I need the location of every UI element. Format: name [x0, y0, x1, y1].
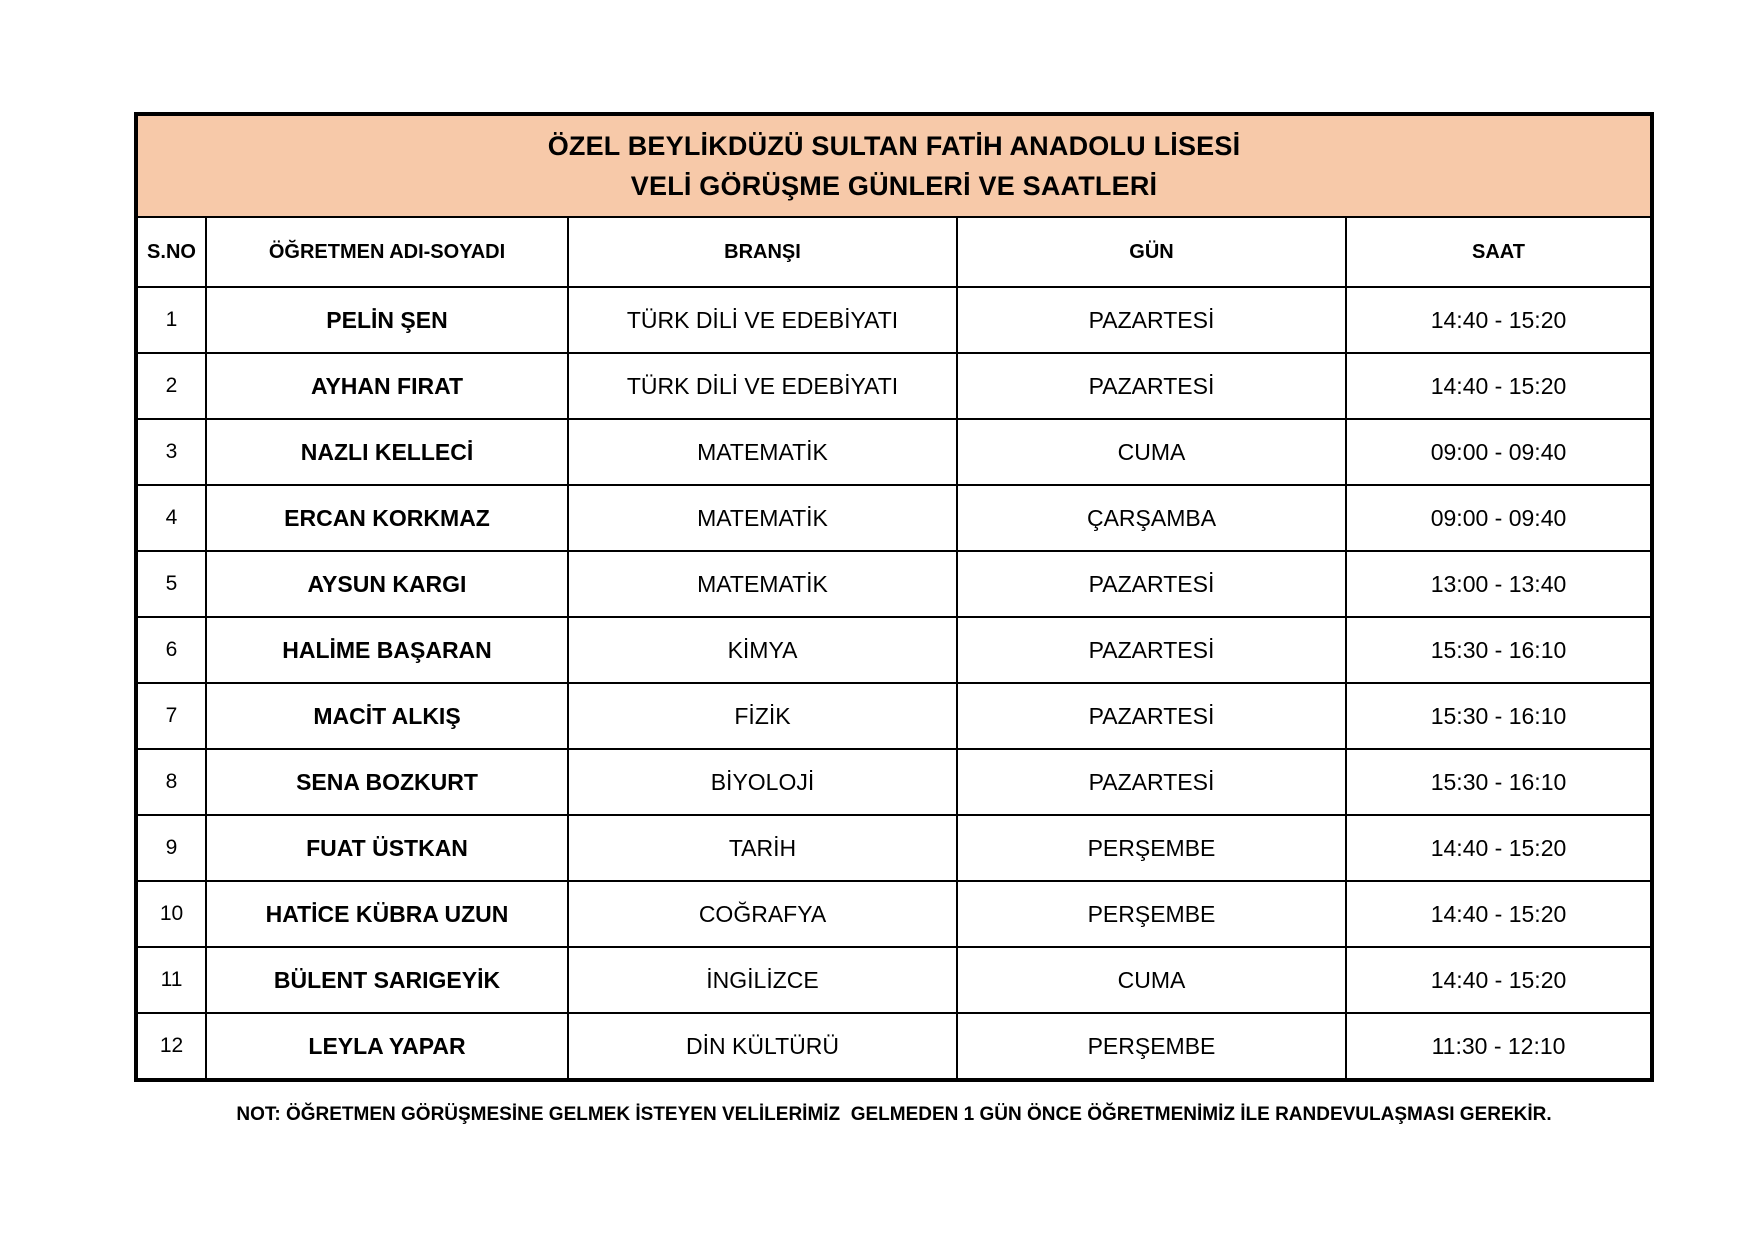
time-cell: 14:40 - 15:20 — [1346, 815, 1650, 881]
teacher-name: NAZLI KELLECİ — [206, 419, 568, 485]
day-cell: PAZARTESİ — [957, 683, 1346, 749]
branch-cell: KİMYA — [568, 617, 957, 683]
teacher-name: ERCAN KORKMAZ — [206, 485, 568, 551]
column-header-branch: BRANŞI — [568, 217, 957, 287]
branch-cell: MATEMATİK — [568, 485, 957, 551]
table-row — [138, 287, 1650, 353]
row-number: 9 — [138, 815, 206, 881]
time-cell: 14:40 - 15:20 — [1346, 287, 1650, 353]
branch-cell: MATEMATİK — [568, 551, 957, 617]
row-number: 4 — [138, 485, 206, 551]
day-cell: ÇARŞAMBA — [957, 485, 1346, 551]
schedule-sheet — [134, 112, 1654, 1082]
column-header-no: S.NO — [138, 217, 206, 287]
day-cell: PAZARTESİ — [957, 749, 1346, 815]
teacher-name: FUAT ÜSTKAN — [206, 815, 568, 881]
document-title — [138, 116, 1650, 217]
branch-cell: FİZİK — [568, 683, 957, 749]
row-number: 12 — [138, 1013, 206, 1078]
time-cell: 15:30 - 16:10 — [1346, 617, 1650, 683]
branch-cell: BİYOLOJİ — [568, 749, 957, 815]
branch-cell: COĞRAFYA — [568, 881, 957, 947]
time-cell: 14:40 - 15:20 — [1346, 881, 1650, 947]
row-number: 8 — [138, 749, 206, 815]
teacher-name: HALİME BAŞARAN — [206, 617, 568, 683]
branch-cell: DİN KÜLTÜRÜ — [568, 1013, 957, 1078]
title-row — [138, 116, 1650, 217]
footer-note: NOT: ÖĞRETMEN GÖRÜŞMESİNE GELMEK İSTEYEN VELİLERİMİZ GELMEDEN 1 GÜN ÖNCE ÖĞRETMENİMİZ İLE RANDEVULAŞMASI GEREKİR. — [236, 1104, 1552, 1125]
day-cell: CUMA — [957, 947, 1346, 1013]
time-cell: 14:40 - 15:20 — [1346, 947, 1650, 1013]
table-row — [138, 353, 1650, 419]
school-name: ÖZEL BEYLİKDÜZÜ SULTAN FATİH ANADOLU LİSESİ — [547, 131, 1241, 161]
table-row — [138, 815, 1650, 881]
day-cell: PERŞEMBE — [957, 881, 1346, 947]
teacher-name: MACİT ALKIŞ — [206, 683, 568, 749]
row-number: 6 — [138, 617, 206, 683]
table-row — [138, 551, 1650, 617]
branch-cell: TÜRK DİLİ VE EDEBİYATI — [568, 353, 957, 419]
day-cell: PAZARTESİ — [957, 617, 1346, 683]
column-header-day: GÜN — [957, 217, 1346, 287]
day-cell: PERŞEMBE — [957, 1013, 1346, 1078]
time-cell: 09:00 - 09:40 — [1346, 485, 1650, 551]
column-header-teacher: ÖĞRETMEN ADI-SOYADI — [206, 217, 568, 287]
branch-cell: İNGİLİZCE — [568, 947, 957, 1013]
day-cell: CUMA — [957, 419, 1346, 485]
time-cell: 13:00 - 13:40 — [1346, 551, 1650, 617]
time-cell: 09:00 - 09:40 — [1346, 419, 1650, 485]
row-number: 1 — [138, 287, 206, 353]
table-row — [138, 881, 1650, 947]
day-cell: PAZARTESİ — [957, 353, 1346, 419]
teacher-name: AYHAN FIRAT — [206, 353, 568, 419]
row-number: 7 — [138, 683, 206, 749]
column-header-time: SAAT — [1346, 217, 1650, 287]
day-cell: PAZARTESİ — [957, 551, 1346, 617]
teacher-name: HATİCE KÜBRA UZUN — [206, 881, 568, 947]
time-cell: 11:30 - 12:10 — [1346, 1013, 1650, 1078]
schedule-table — [138, 116, 1650, 1078]
time-cell: 15:30 - 16:10 — [1346, 683, 1650, 749]
teacher-name: BÜLENT SARIGEYİK — [206, 947, 568, 1013]
table-row — [138, 947, 1650, 1013]
day-cell: PERŞEMBE — [957, 815, 1346, 881]
table-row — [138, 683, 1650, 749]
table-row — [138, 749, 1650, 815]
branch-cell: TÜRK DİLİ VE EDEBİYATI — [568, 287, 957, 353]
time-cell: 14:40 - 15:20 — [1346, 353, 1650, 419]
teacher-name: LEYLA YAPAR — [206, 1013, 568, 1078]
table-row — [138, 419, 1650, 485]
row-number: 3 — [138, 419, 206, 485]
teacher-name: AYSUN KARGI — [206, 551, 568, 617]
row-number: 5 — [138, 551, 206, 617]
row-number: 10 — [138, 881, 206, 947]
teacher-name: PELİN ŞEN — [206, 287, 568, 353]
header-row — [138, 217, 1650, 287]
table-row — [138, 1013, 1650, 1078]
table-row — [138, 485, 1650, 551]
table-row — [138, 617, 1650, 683]
table-body — [138, 287, 1650, 1078]
teacher-name: SENA BOZKURT — [206, 749, 568, 815]
time-cell: 15:30 - 16:10 — [1346, 749, 1650, 815]
branch-cell: TARİH — [568, 815, 957, 881]
row-number: 2 — [138, 353, 206, 419]
branch-cell: MATEMATİK — [568, 419, 957, 485]
row-number: 11 — [138, 947, 206, 1013]
schedule-title: VELİ GÖRÜŞME GÜNLERİ VE SAATLERİ — [630, 171, 1158, 201]
day-cell: PAZARTESİ — [957, 287, 1346, 353]
